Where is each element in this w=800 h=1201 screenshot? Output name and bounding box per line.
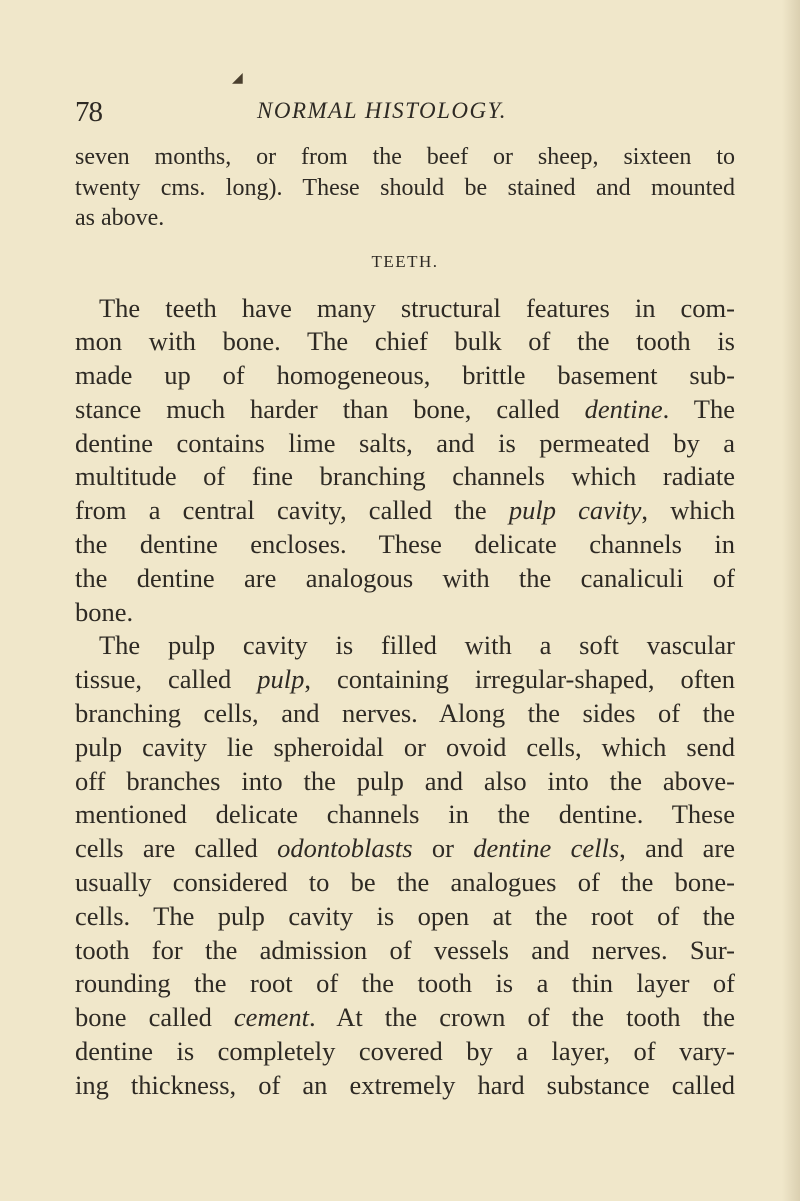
text-line: twenty cms. long). These should be stained and mounted <box>75 174 735 201</box>
text-run: bone called <box>75 1002 234 1033</box>
section-heading: TEETH. <box>371 251 439 271</box>
text-line <box>75 494 735 528</box>
term-dentine: dentine <box>584 393 663 424</box>
intro-paragraph <box>75 142 735 234</box>
text-line: as above. <box>75 205 165 231</box>
text-line <box>75 663 735 697</box>
text-line: mon with bone. The chief bulk of the tooth is <box>75 326 735 357</box>
text-run: , which <box>641 495 736 526</box>
text-run: . At the crown of the tooth the <box>308 1002 736 1033</box>
text-run: cells are called <box>75 833 278 864</box>
running-title: NORMAL HISTOLOGY. <box>257 98 508 123</box>
paragraph-teeth-structure <box>75 292 735 630</box>
stray-ink-mark: ◢ <box>232 71 243 86</box>
page-edge-shadow <box>782 0 800 1201</box>
text-run: tissue, called <box>75 664 258 695</box>
body-text <box>75 292 735 1103</box>
text-run: or <box>412 833 474 864</box>
text-line: multitude of fine branching channels which radiate <box>75 461 735 492</box>
text-line: pulp cavity lie spheroidal or ovoid cells, which send <box>75 731 735 762</box>
text-line: dentine is completely covered by a layer, of vary- <box>75 1036 735 1067</box>
text-line: mentioned delicate channels in the dentine. These <box>75 799 735 830</box>
text-line <box>75 832 735 866</box>
text-line: rounding the root of the tooth is a thin layer of <box>75 968 735 999</box>
text-line: the dentine encloses. These delicate channels in <box>75 529 735 560</box>
text-line: tooth for the admission of vessels and nerves. Sur- <box>75 934 735 965</box>
text-line: seven months, or from the beef or sheep, sixteen to <box>75 144 735 170</box>
text-run: . The <box>662 393 735 424</box>
text-run: , containing irregular-shaped, often <box>304 664 735 695</box>
text-line: off branches into the pulp and also into the above- <box>75 765 735 796</box>
text-line: bone. <box>75 596 134 627</box>
text-line: dentine contains lime salts, and is permeated by a <box>75 427 735 458</box>
text-line: the dentine are analogous with the canaliculi of <box>75 562 735 593</box>
term-odontoblasts: odontoblasts <box>277 833 413 864</box>
text-line: The teeth have many structural features in com- <box>99 292 735 323</box>
text-run: stance much harder than bone, called <box>75 393 585 424</box>
term-dentine-cells: dentine cells <box>473 833 620 864</box>
paragraph-pulp <box>75 629 735 1102</box>
text-line: The pulp cavity is filled with a soft vascular <box>99 630 735 661</box>
term-pulp-cavity: pulp cavity <box>508 495 642 526</box>
text-line: made up of homogeneous, brittle basement sub- <box>75 360 735 391</box>
text-run: , and are <box>619 833 736 864</box>
term-pulp: pulp <box>257 664 305 695</box>
text-run: from a central cavity, called the <box>75 495 509 526</box>
term-cement: cement <box>233 1002 309 1033</box>
text-line: usually considered to be the analogues of the bone- <box>75 867 735 898</box>
page-body <box>75 142 735 1103</box>
page-number: 78 <box>75 96 102 128</box>
text-line: branching cells, and nerves. Along the sides of the <box>75 698 735 729</box>
text-line <box>75 1001 735 1035</box>
running-head <box>75 96 755 130</box>
text-line: ing thickness, of an extremely hard substance called <box>75 1069 735 1100</box>
text-line <box>75 393 735 427</box>
text-line: cells. The pulp cavity is open at the root of the <box>75 900 735 931</box>
